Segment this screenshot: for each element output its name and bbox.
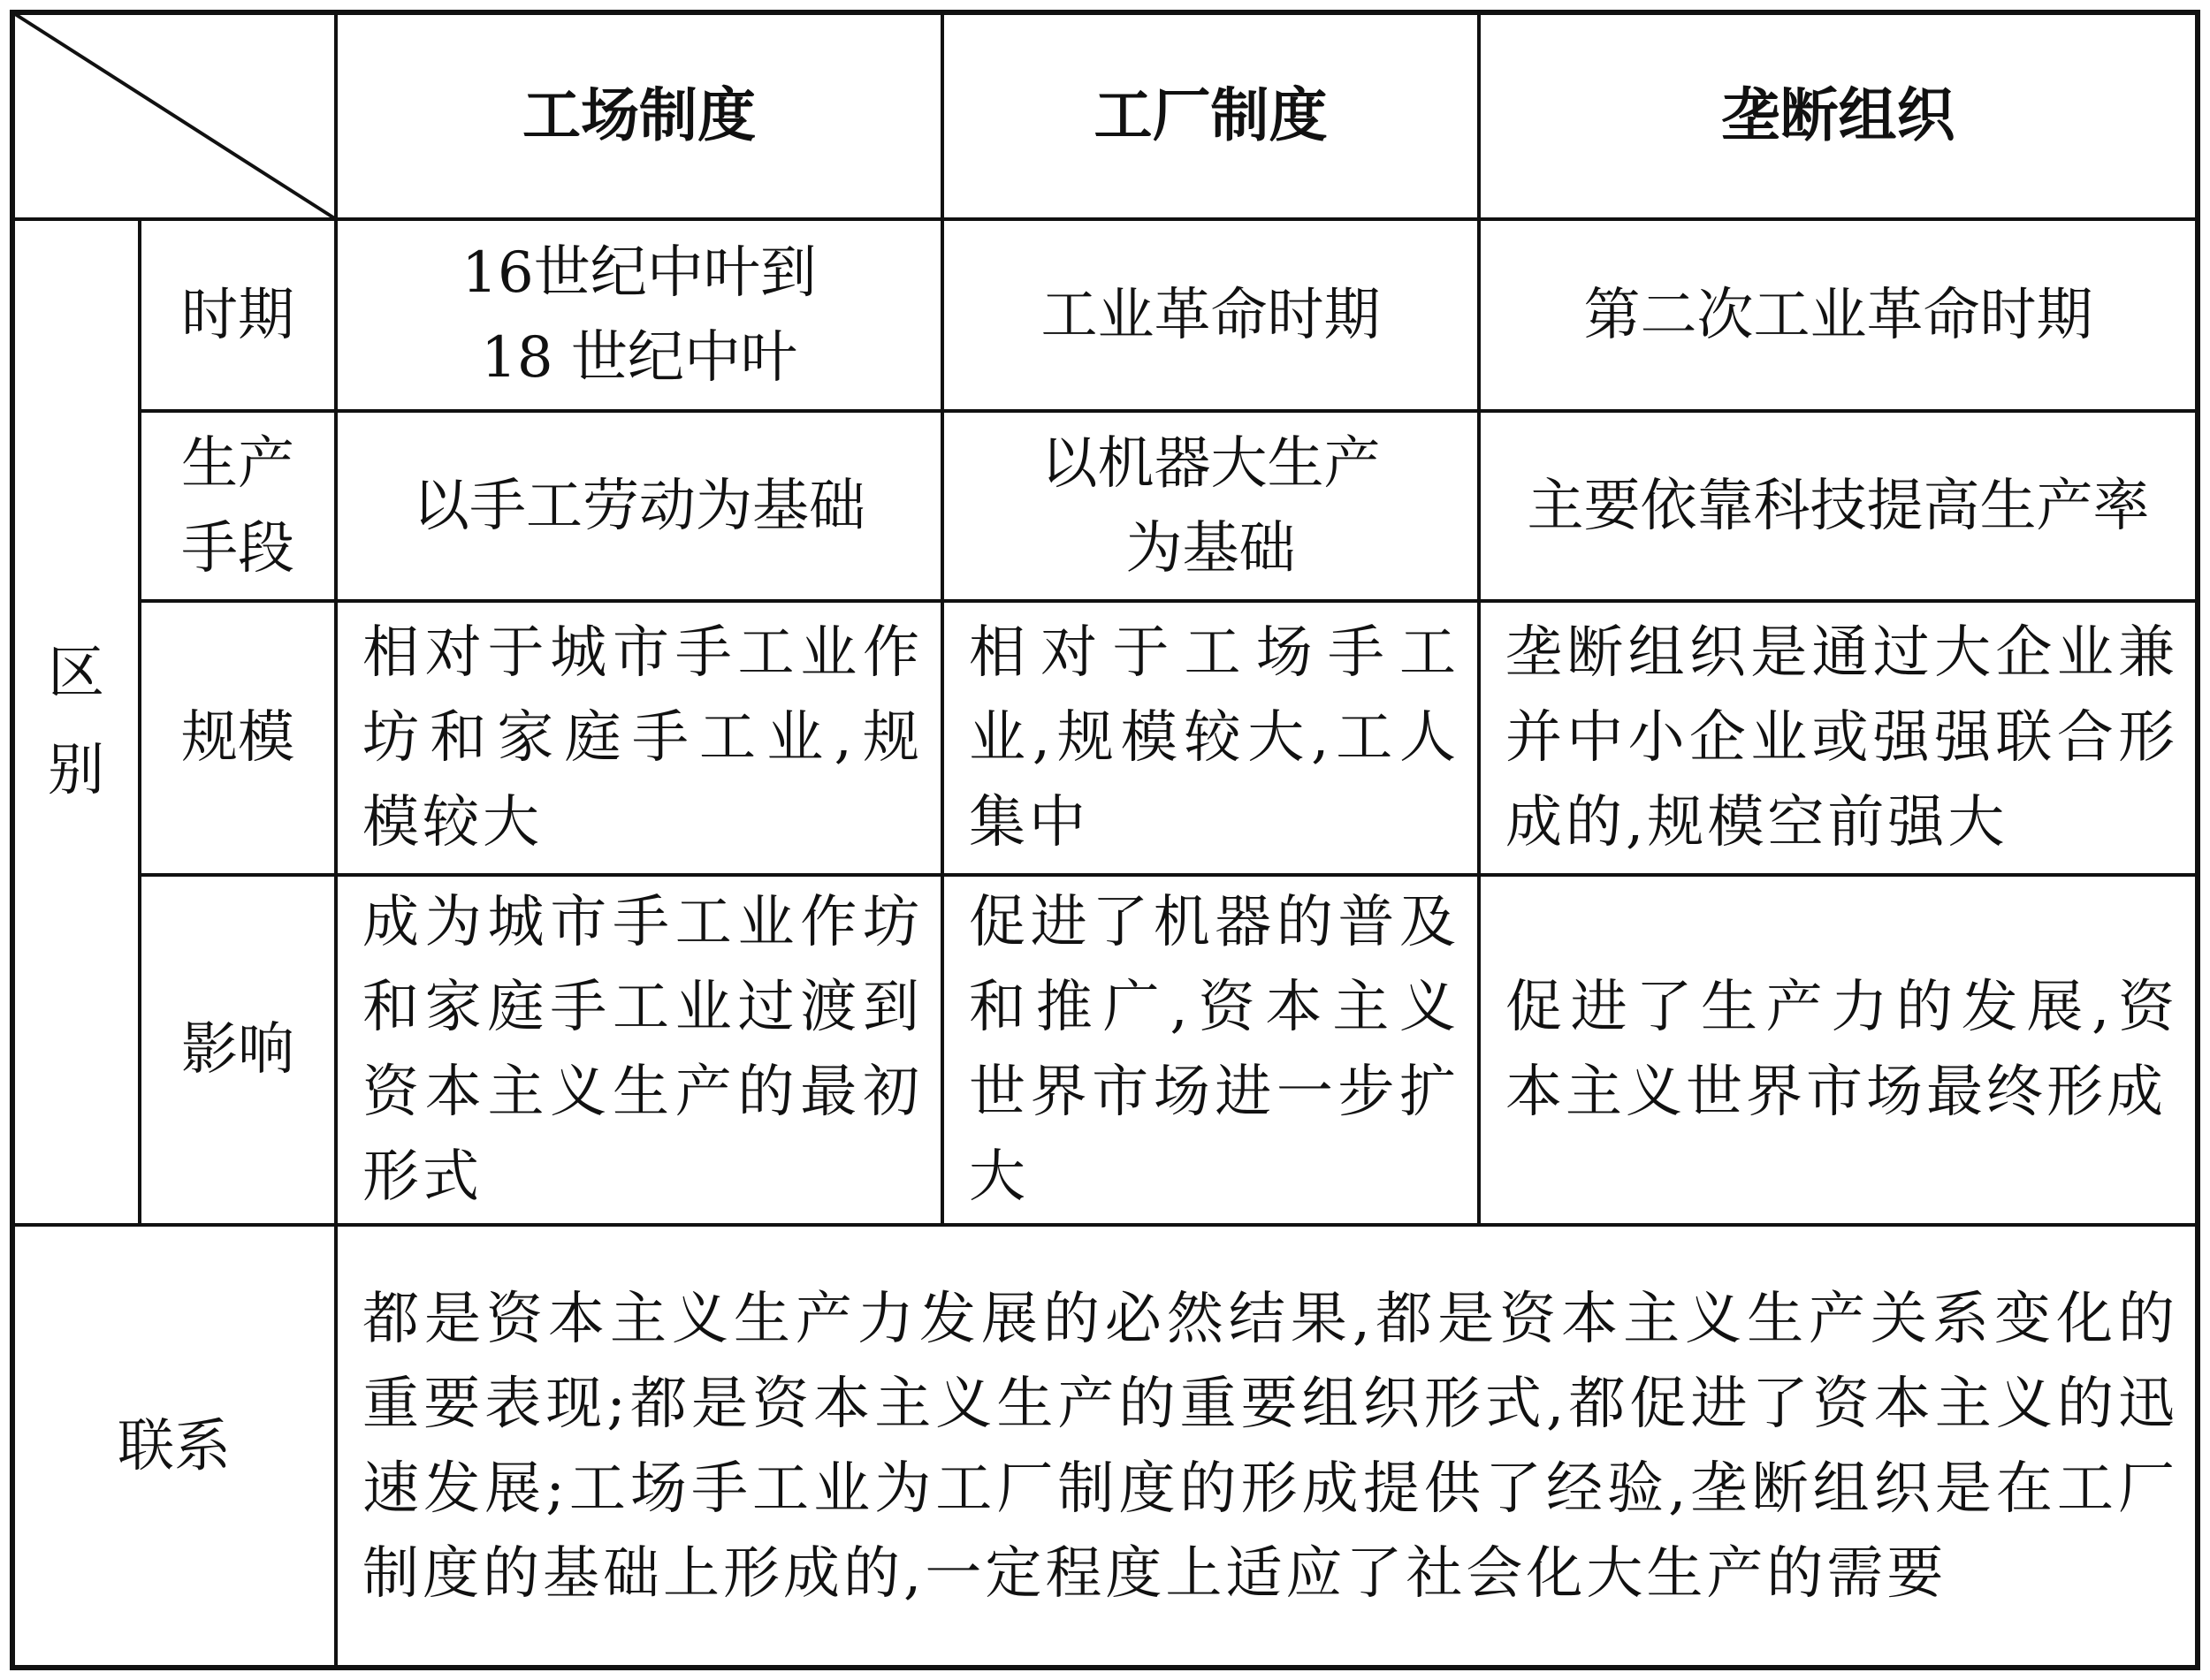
cell-means-factory: 以机器大生产 为基础 [1040,430,1381,582]
cell-period-monopoly: 第二次工业革命时期 [1583,282,2093,348]
column-header-factory: 工厂制度 [1094,81,1328,149]
row-label-connection: 联系 [118,1413,231,1479]
cell-scale-workshop: 相对于城市手工业作坊和家庭手工业,规模较大 [362,620,923,855]
row-label-impact: 影响 [181,1017,294,1083]
row-label-period: 时期 [181,282,294,348]
cell-scale-factory: 相对于工场手工业,规模较大,工人集中 [969,620,1459,855]
column-header-monopoly: 垄断组织 [1721,81,1955,149]
column-header-workshop: 工场制度 [522,81,756,149]
cell-impact-workshop: 成为城市手工业作坊和家庭手工业过渡到资本主义生产的最初形式 [362,890,923,1210]
cell-period-factory: 工业革命时期 [1040,282,1381,348]
group-label-differences: 区别 [48,641,104,803]
row-label-scale: 规模 [181,705,294,771]
cell-scale-monopoly: 垄断组织是通过大企业兼并中小企业或强强联合形成的,规模空前强大 [1505,620,2178,855]
cell-means-workshop: 以手工劳动为基础 [413,473,865,539]
cell-connection-text: 都是资本主义生产力发展的必然结果,都是资本主义生产关系变化的重要表现;都是资本主义生产的重要组织形式,都促进了资本主义的迅速发展;工场手工业为工厂制度的形成提供了经验,垄断组织是在工厂制度的基础上形成的,一定程度上适应了社会化大生产的需要 [362,1286,2178,1607]
cell-impact-monopoly: 促进了生产力的发展,资本主义世界市场最终形成 [1505,975,2178,1125]
cell-impact-factory: 促进了机器的普及和推广,资本主义世界市场进一步扩大 [969,890,1459,1210]
cell-period-workshop: 16世纪中叶到 18 世纪中叶 [461,239,817,391]
row-label-means-of-production: 生产手段 [180,430,294,582]
header-diagonal-line [12,12,336,219]
cell-means-monopoly: 主要依靠科技提高生产率 [1527,473,2150,539]
